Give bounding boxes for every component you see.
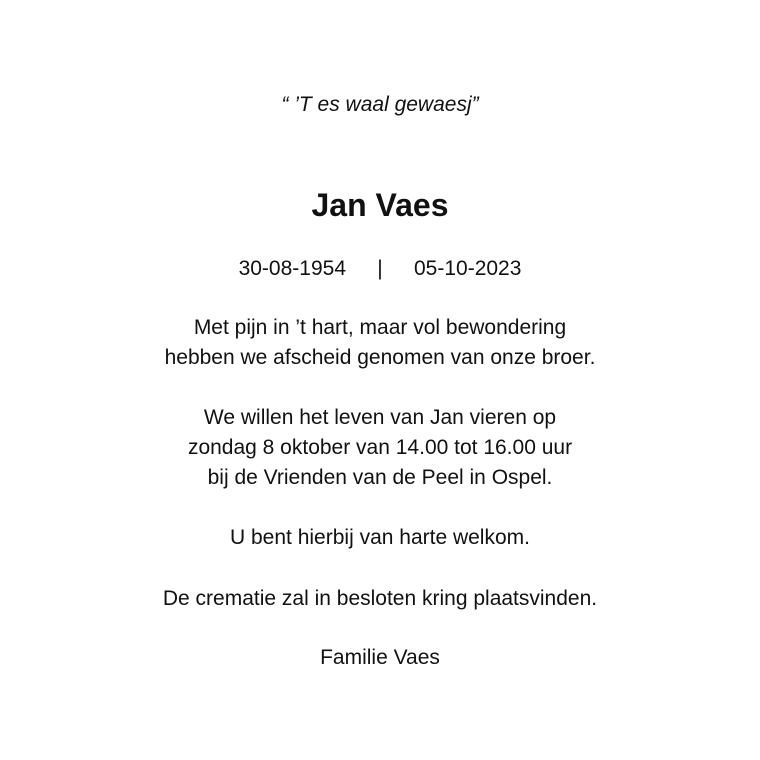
celebration-paragraph [0, 403, 760, 493]
celebration-line: We willen het leven van Jan vieren op [203, 406, 557, 429]
quote: “ ’T es waal gewaesj” [281, 93, 479, 116]
farewell-line: hebben we afscheid genomen van onze broer. [164, 346, 596, 369]
signature: Familie Vaes [320, 646, 440, 669]
cremation-text: De crematie zal in besloten kring plaatsvinden. [162, 587, 598, 610]
date-separator: | [377, 257, 383, 280]
farewell-line: Met pijn in ’t hart, maar vol bewondering [193, 316, 567, 339]
celebration-line: bij de Vrienden van de Peel in Ospel. [207, 466, 553, 489]
death-date: 05-10-2023 [414, 257, 522, 280]
life-dates [0, 256, 760, 282]
birth-date: 30-08-1954 [238, 257, 346, 280]
celebration-line: zondag 8 oktober van 14.00 tot 16.00 uur [187, 436, 573, 459]
farewell-paragraph [0, 313, 760, 373]
deceased-name: Jan Vaes [311, 187, 449, 223]
welcome-text: U bent hierbij van harte welkom. [230, 526, 530, 549]
